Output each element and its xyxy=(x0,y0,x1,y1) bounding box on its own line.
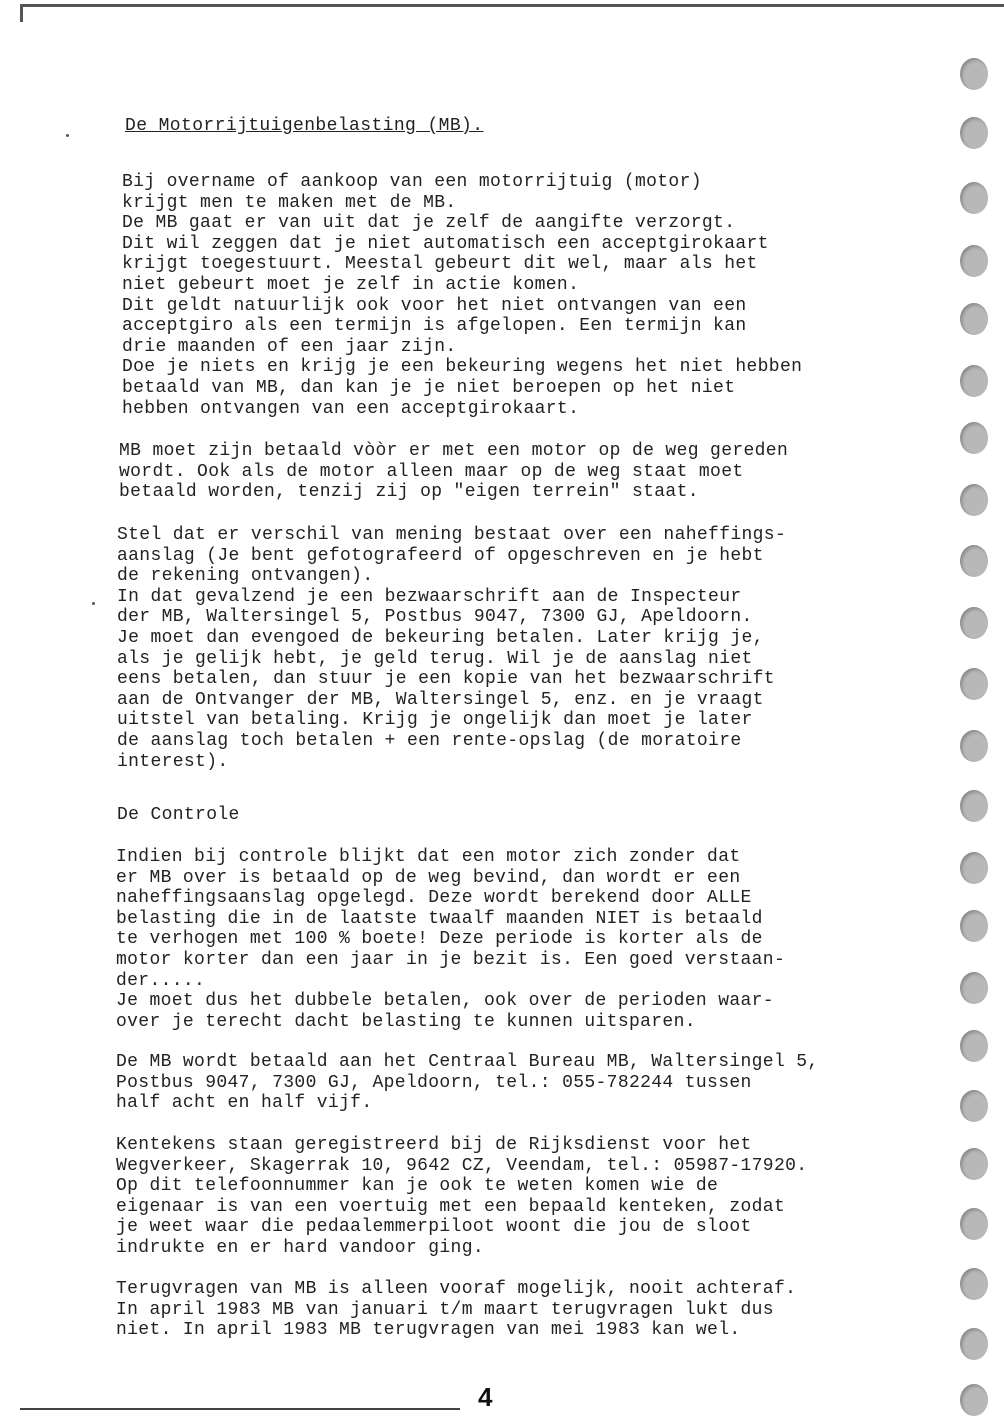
section-heading-controle: De Controle xyxy=(117,805,240,825)
paragraph-central-bureau: De MB wordt betaald aan het Centraal Bureau MB, Waltersingel 5, Postbus 9047, 7300 GJ, Apeldoorn, tel.: 055-782244 tussen half acht en half vijf. xyxy=(116,1052,819,1114)
page-number: 4 xyxy=(478,1382,493,1412)
binder-hole xyxy=(960,484,988,516)
paragraph-controle: Indien bij controle blijkt dat een motor zich zonder dat er MB over is betaald op de weg bevind, dan wordt er een naheffingsaanslag opgelegd. Deze wordt berekend door ALLE belasting die in de laatste twaalf maanden NIET is betaald te verhogen met 100 % boete! Deze periode is korter als de motor korter dan een jaar in je bezit is. Een goed verstaan- der..... Je moet dus het dubbele betalen, ook over de perioden waar- over je terecht dacht belasting te kunnen uitsparen. xyxy=(116,847,786,1032)
binder-hole xyxy=(960,1030,988,1062)
paragraph-dispute: Stel dat er verschil van mening bestaat over een naheffings- aanslag (Je bent gefotografeerd of opgeschreven en je hebt de rekening ontvangen). In dat gevalzend je een bezwaarschrift aan de Inspecteur der MB, Waltersingel 5, Postbus 9047, 7300 GJ, Apeldoorn. Je moet dan evengoed de bekeuring betalen. Later krijg je, als je gelijk hebt, je geld terug. Wil je de aanslag niet eens betalen, dan stuur je een kopie van het bezwaarschrift aan de Ontvanger der MB, Waltersingel 5, enz. en je vraagt uitstel van betaling. Krijg je ongelijk dan moet je later de aanslag toch betalen + een rente-opslag (de moratoire interest). xyxy=(117,525,787,772)
binder-hole xyxy=(960,972,988,1004)
binder-hole xyxy=(960,607,988,639)
binder-hole xyxy=(960,365,988,397)
bottom-border xyxy=(20,1408,460,1410)
binder-hole xyxy=(960,1384,988,1416)
binder-holes xyxy=(960,0,1004,1414)
scan-speck xyxy=(92,602,95,605)
binder-hole xyxy=(960,852,988,884)
binder-hole xyxy=(960,303,988,335)
binder-hole xyxy=(960,1208,988,1240)
scan-speck xyxy=(66,134,69,137)
binder-hole xyxy=(960,117,988,149)
paragraph-payment: MB moet zijn betaald vòòr er met een motor op de weg gereden wordt. Ook als de motor alleen maar op de weg staat moet betaald worden, tenzij zij op "eigen terrein" staat. xyxy=(119,441,789,503)
top-border xyxy=(20,4,1004,22)
binder-hole xyxy=(960,1268,988,1300)
binder-hole xyxy=(960,182,988,214)
binder-hole xyxy=(960,1148,988,1180)
binder-hole xyxy=(960,1328,988,1360)
binder-hole xyxy=(960,245,988,277)
document-title: De Motorrijtuigenbelasting (MB). xyxy=(125,116,484,136)
binder-hole xyxy=(960,1090,988,1122)
binder-hole xyxy=(960,668,988,700)
paragraph-intro: Bij overname of aankoop van een motorrijtuig (motor) krijgt men te maken met de MB. De MB gaat er van uit dat je zelf de aangifte verzorgt. Dit wil zeggen dat je niet automatisch een acceptgirokaart krijgt toegestuurt. Meestal gebeurt dit wel, maar als het niet gebeurt moet je zelf in actie komen. Dit geldt natuurlijk ook voor het niet ontvangen van een acceptgiro als een termijn is afgelopen. Een termijn kan drie maanden of een jaar zijn. Doe je niets en krijg je een bekeuring wegens het niet hebben betaald van MB, dan kan je je niet beroepen op het niet hebben ontvangen van een acceptgirokaart. xyxy=(122,172,803,419)
binder-hole xyxy=(960,790,988,822)
paragraph-terugvragen: Terugvragen van MB is alleen vooraf mogelijk, nooit achteraf. In april 1983 MB van januari t/m maart terugvragen lukt dus niet. In april 1983 MB terugvragen van mei 1983 kan wel. xyxy=(116,1279,797,1341)
binder-hole xyxy=(960,545,988,577)
binder-hole xyxy=(960,422,988,454)
binder-hole xyxy=(960,730,988,762)
binder-hole xyxy=(960,58,988,90)
binder-hole xyxy=(960,910,988,942)
paragraph-kentekens: Kentekens staan geregistreerd bij de Rijksdienst voor het Wegverkeer, Skagerrak 10, 9642 CZ, Veendam, tel.: 05987-17920. Op dit telefoonnummer kan je ook te weten komen wie de eigenaar is van een voertuig met een bepaald kenteken, zodat je weet waar die pedaalemmerpiloot woont die jou de sloot indrukte en er hard vandoor ging. xyxy=(116,1135,808,1258)
